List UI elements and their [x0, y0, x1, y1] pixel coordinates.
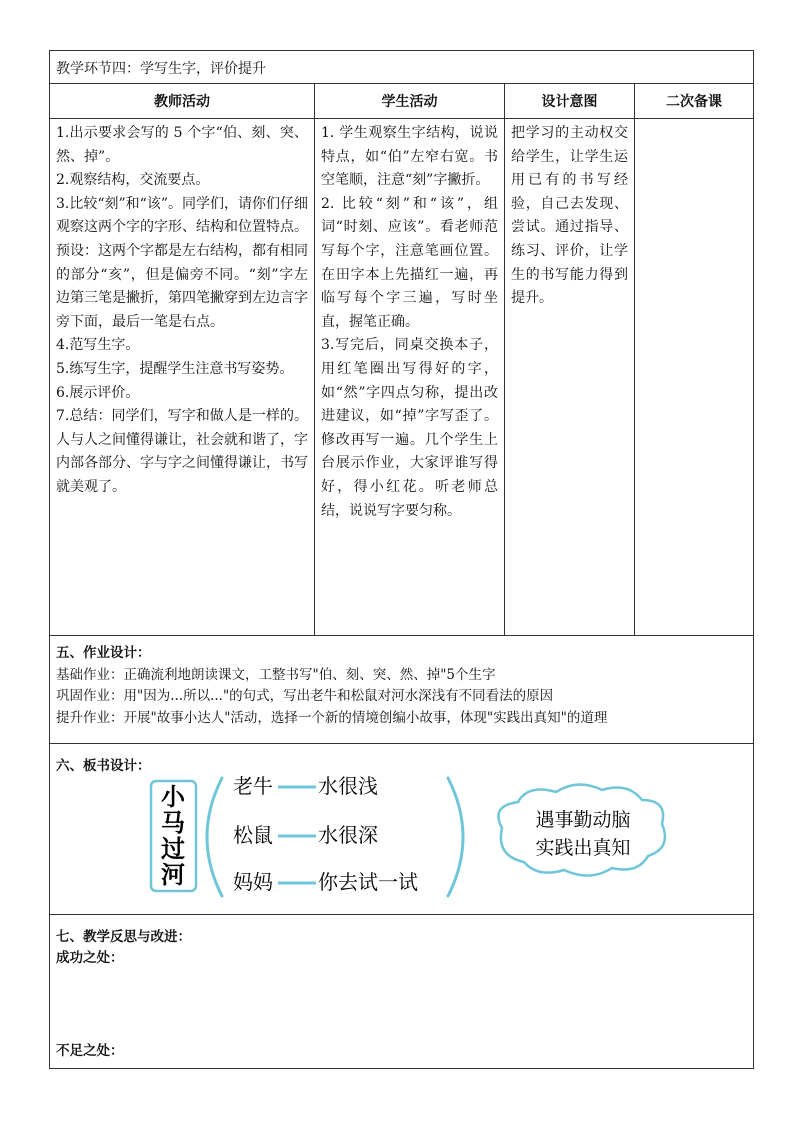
header-intent: 设计意图: [505, 84, 635, 119]
left-bracket-icon: [207, 778, 222, 896]
design-intent-cell: [505, 119, 635, 636]
homework-line: 巩固作业：用"因为...所以..."的句式，写出老牛和松鼠对河水深浅有不同看法的原因: [56, 688, 554, 704]
design-intent-text: 把学习的主动权交给学生，让学生运用已有的书写经验，自己去发现、尝试。通过指导、练习、评价，让学生的书写能力得到提升。: [511, 125, 628, 307]
teacher-activity-cell: [50, 119, 315, 636]
success-label: 成功之处：: [56, 950, 124, 966]
lesson-title-char: 马: [161, 808, 185, 837]
header-student: 学生活动: [315, 84, 505, 119]
lesson-plan-table: [49, 50, 754, 1069]
homework-line: 提升作业：开展"故事小达人"活动，选择一个新的情境创编小故事，体现"实践出真知"的道理: [56, 709, 608, 726]
second-prep-cell: [635, 119, 754, 636]
board-diagram: [50, 744, 752, 914]
teacher-step: 1.出示要求会写的 5 个字“伯、刻、突、然、掉”。: [56, 125, 308, 165]
board-speaker: 松鼠: [233, 823, 273, 847]
lesson-title-char: 河: [161, 860, 185, 889]
reflection-title: 七、教学反思与改进：: [56, 929, 191, 945]
board-statement: 你去试一试: [318, 870, 418, 894]
shortfall-label: 不足之处：: [56, 1043, 124, 1059]
teacher-step: 3.比较“刻”和“该”。同学们，请你们仔细观察这两个字的字形、结构和位置特点。: [56, 195, 308, 236]
teacher-step: 2.观察结构，交流要点。: [56, 172, 210, 189]
table-header-row: [50, 84, 754, 119]
header-teacher: 教师活动: [50, 84, 315, 119]
board-row: [50, 744, 754, 915]
teacher-step: 预设：这两个字都是左右结构，都有相同的部分“亥”，但是偏旁不同。“刻”字左边第三笔是撇折，第四笔撇穿到左边言字旁下面，最后一笔是右点。: [56, 242, 308, 330]
teacher-step: 6.展示评价。: [56, 384, 140, 401]
teacher-step: 5.练写生字，提醒学生注意书写姿势。: [56, 360, 294, 377]
homework-title: 五、作业设计：: [56, 645, 151, 661]
lesson-plan-page: [49, 50, 753, 1069]
right-bracket-icon: [448, 778, 463, 896]
teacher-step: 7.总结：同学们，写字和做人是一样的。人与人之间懂得谦让，社会就和谐了，字内部各部分、字与字之间懂得谦让，书写就美观了。: [56, 408, 308, 495]
board-cell: [50, 744, 754, 915]
board-speaker: 老牛: [233, 774, 273, 798]
activity-row: [50, 119, 754, 636]
header-second: 二次备课: [635, 84, 754, 119]
reflection-cell: [50, 915, 754, 1069]
board-speaker: 妈妈: [233, 870, 273, 894]
student-step: 3.写完后，同桌交换本子，用红笔圈出写得好的字，如“然”字四点匀称，提出改进建议，如“掉”字写歪了。修改再写一遍。几个学生上台展示作业，大家评谁写得好，得小红花。听老师总结，说说写字要匀称。: [321, 337, 498, 519]
board-title: 六、板书设计：: [56, 758, 151, 774]
board-statement: 水很浅: [318, 774, 378, 798]
teacher-step: 4.范写生字。: [56, 337, 140, 354]
cloud-text: 遇事勤动脑: [535, 809, 631, 831]
homework-cell: [50, 636, 754, 744]
homework-row: [50, 636, 754, 744]
board-statement: 水很深: [318, 823, 378, 847]
homework-line: 基础作业：正确流利地朗读课文，工整书写"伯、刻、突、然、掉"5个生字: [56, 666, 496, 683]
student-activity-cell: [315, 119, 505, 636]
student-step: 1. 学生观察生字结构，说说特点，如“伯”左窄右宽。书空笔顺，注意“刻”字撇折。: [321, 125, 498, 189]
lesson-title-char: 小: [161, 782, 185, 811]
student-step: 2. 比较“刻”和“该”，组词“时刻、应该”。看老师范写每个字，注意笔画位置。在田字本上先描红一遍，再临写每个字三遍，写时坐直，握笔正确。: [321, 195, 498, 330]
lesson-title-char: 过: [161, 834, 185, 863]
reflection-row: [50, 915, 754, 1069]
section-title: 教学环节四：学写生字，评价提升: [50, 51, 754, 84]
cloud-text: 实践出真知: [535, 837, 631, 859]
